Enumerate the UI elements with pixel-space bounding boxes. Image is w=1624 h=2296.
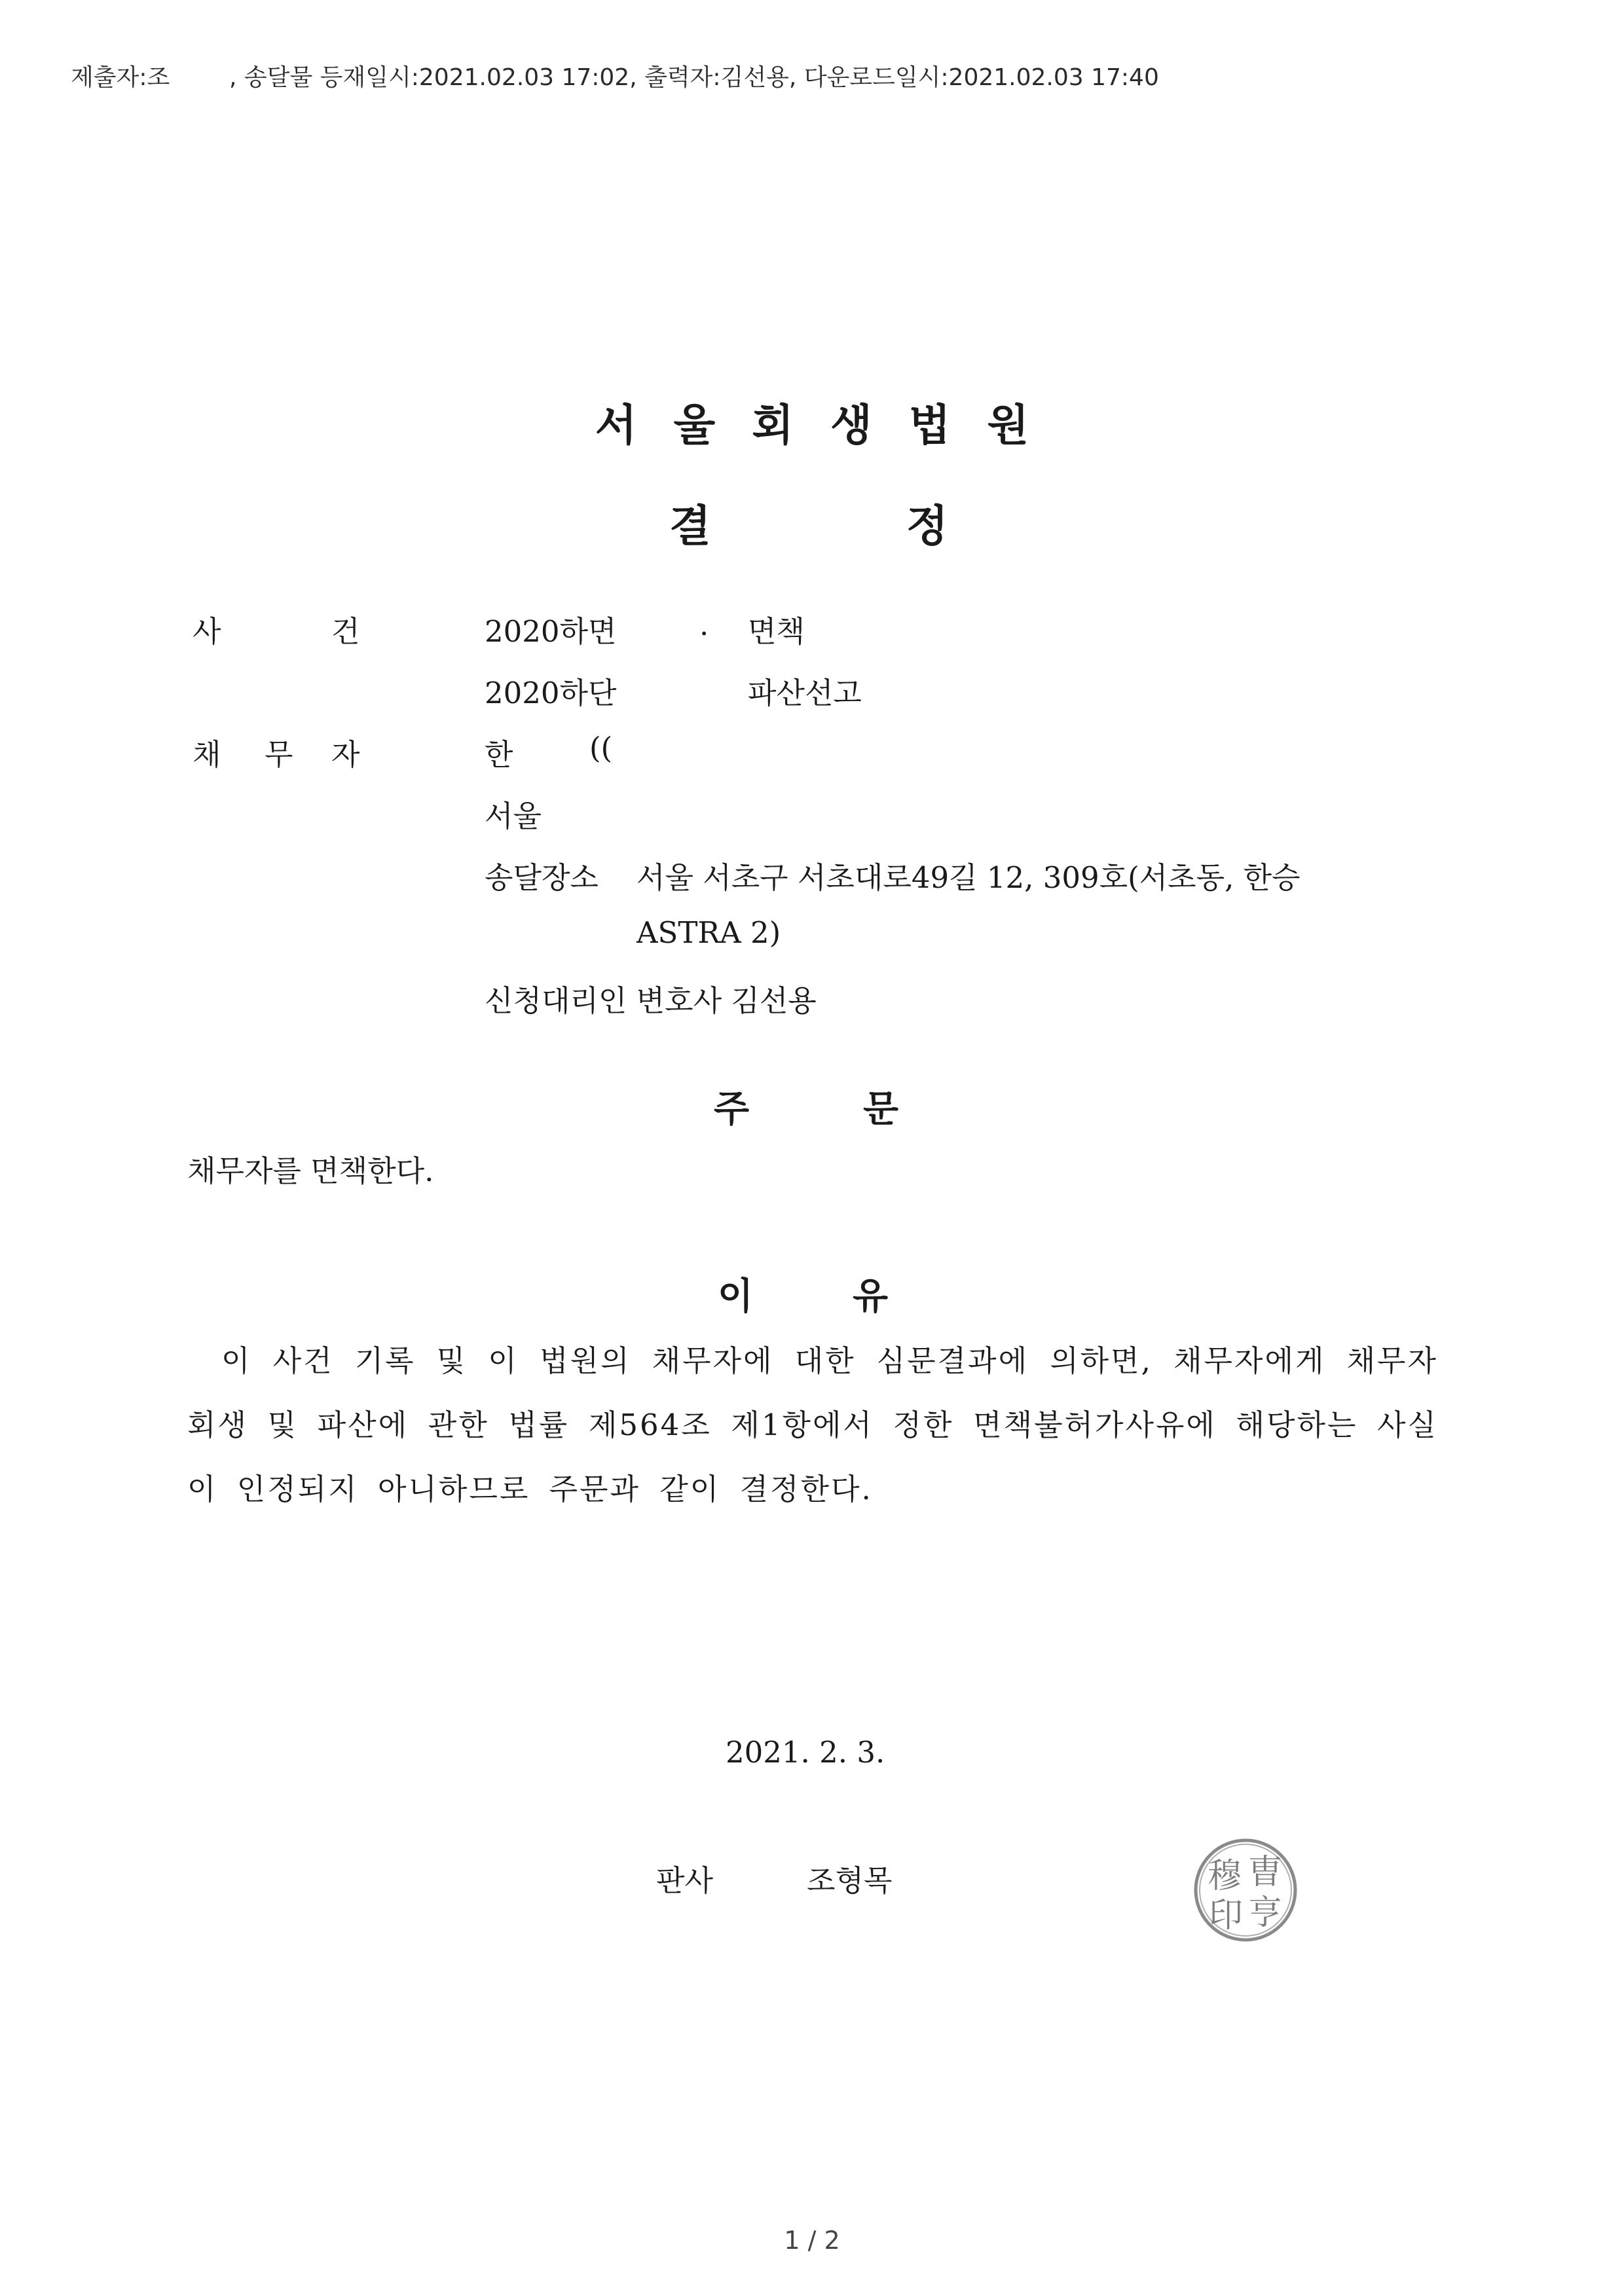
reason-text: 이 사건 기록 및 이 법원의 채무자에 대한 심문결과에 의하면, 채무자에게 채무자 회생 및 파산에 관한 법률 제564조 제1항에서 정한 면책불허가사유에 해당하는 사실이 인정되지 아니하므로 주문과 같이 결정한다. (187, 1343, 1438, 1506)
seal-char: 亨 (1247, 1893, 1283, 1933)
reason-heading-left: 이 (718, 1275, 754, 1318)
delivery-address-line-2: ASTRA 2) (637, 915, 781, 950)
reason-heading-right: 유 (853, 1275, 889, 1318)
delivery-label: 송달장소 (485, 860, 599, 895)
seal-char: 曺 (1247, 1853, 1283, 1892)
delivery-address-line-1: 서울 서초구 서초대로49길 12, 309호(서초동, 한승 (637, 860, 1301, 895)
case-label-char: 건 (331, 614, 360, 649)
debtor-address: 서울 (485, 799, 542, 833)
order-heading-right: 문 (863, 1088, 899, 1131)
seal-char: 穆 (1207, 1857, 1242, 1896)
case-number-1-mark: . (699, 608, 709, 642)
page-indicator: 1 / 2 (784, 2226, 840, 2255)
decision-date: 2021. 2. 3. (726, 1735, 885, 1770)
legal-agent: 신청대리인 변호사 김선용 (485, 983, 817, 1018)
case-name-2: 파산선고 (748, 676, 862, 710)
submitter-label: 제출자:조 (71, 64, 170, 91)
delivery-record-info: , 송달물 등재일시:2021.02.03 17:02, 출력자:김선용, 다운로드일시:2021.02.03 17:40 (229, 64, 1159, 91)
debtor-label-char: 무 (265, 737, 293, 772)
court-name: 서울회생법원 (595, 400, 1066, 450)
judge-seal-icon (1192, 1836, 1300, 1944)
debtor-label-char: 채 (193, 737, 221, 772)
case-label-char: 사 (193, 614, 221, 649)
judge-title: 판사 (656, 1863, 713, 1898)
debtor-label-char: 자 (331, 737, 360, 772)
case-name-1: 면책 (748, 614, 805, 649)
order-heading-left: 주 (714, 1088, 750, 1131)
seal-char: 印 (1208, 1896, 1244, 1935)
case-number-1: 2020하면 (485, 614, 617, 649)
order-text: 채무자를 면책한다. (187, 1154, 434, 1188)
debtor-id-paren: (( (589, 731, 613, 765)
debtor-name: 한 (485, 737, 513, 772)
case-number-2: 2020하단 (485, 676, 617, 710)
doc-type-left: 결 (669, 501, 711, 551)
doc-type-right: 정 (906, 501, 948, 551)
judge-name: 조형목 (807, 1863, 893, 1898)
